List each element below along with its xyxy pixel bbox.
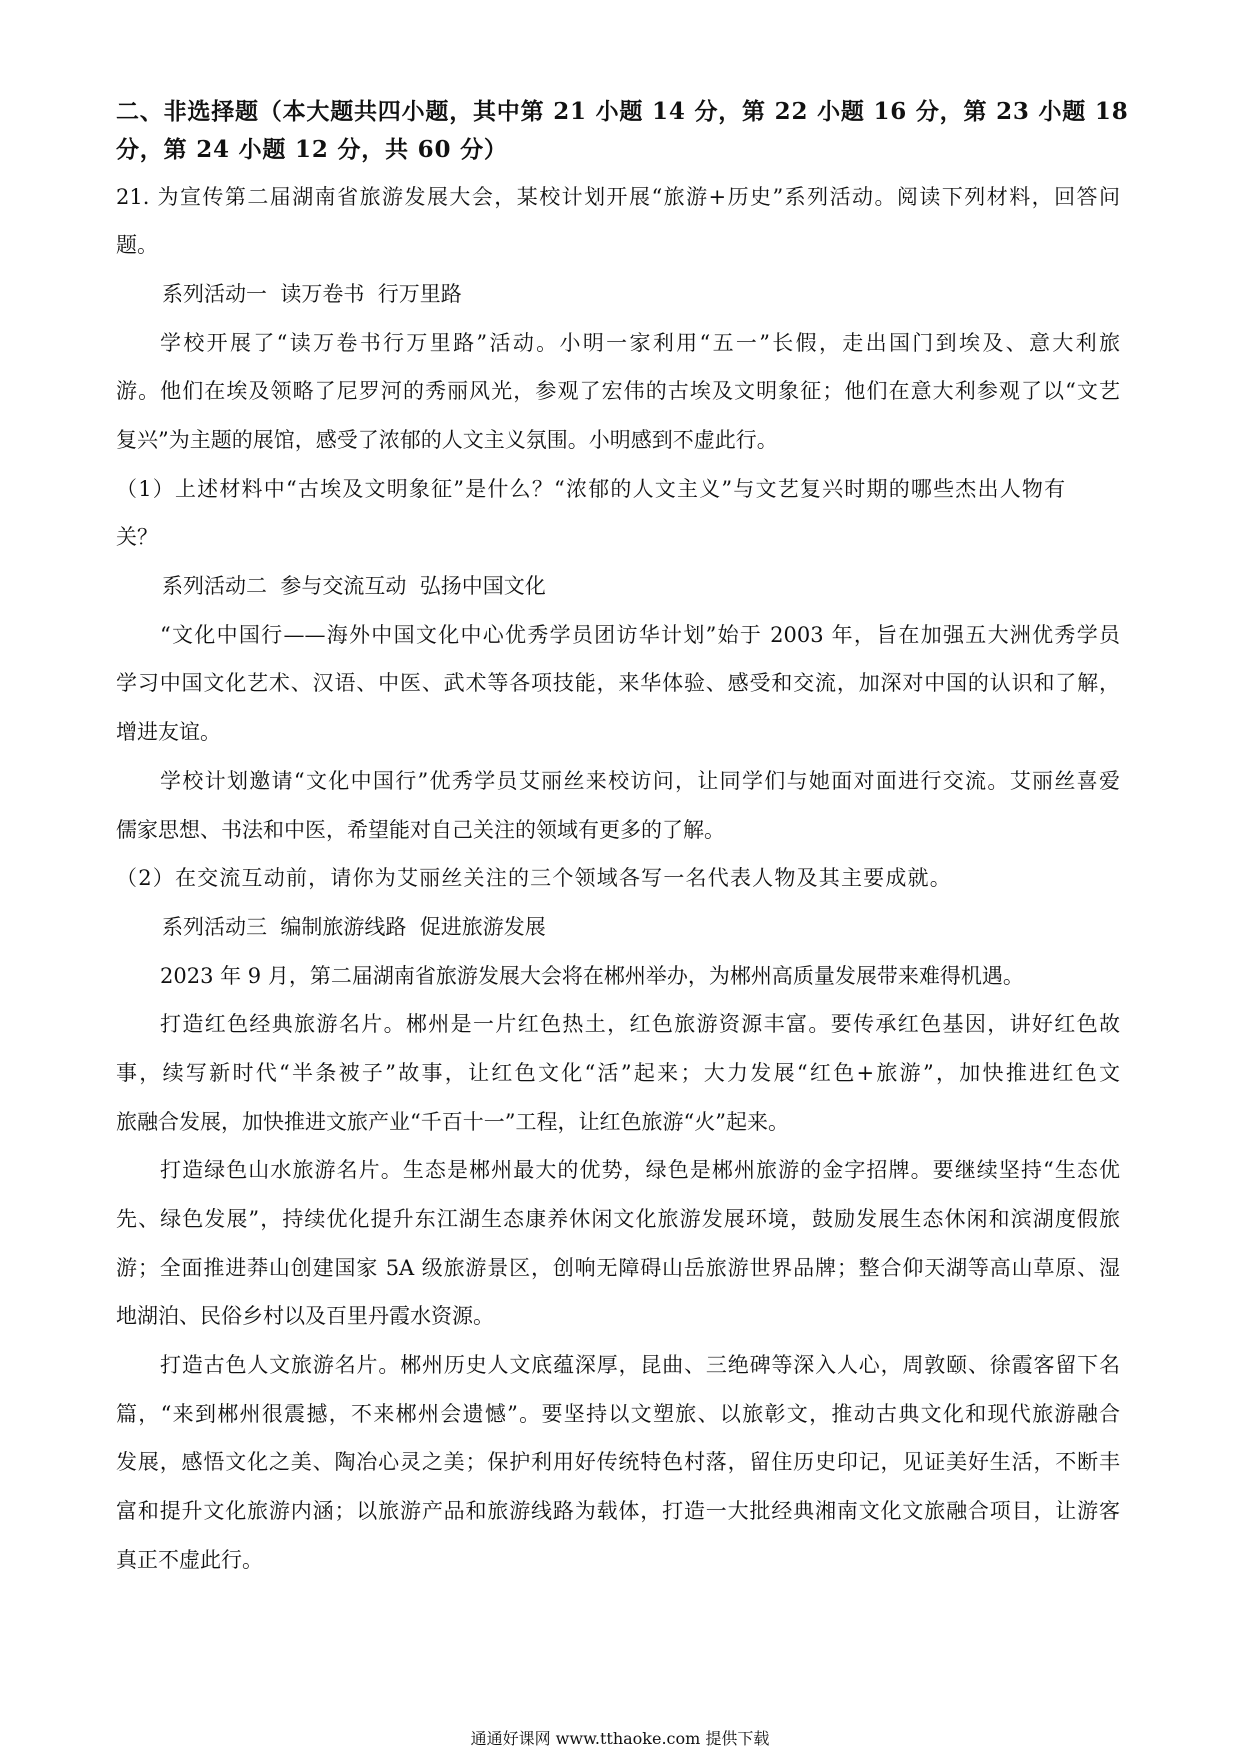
activity-3-title: 系列活动三 编制旅游线路 促进旅游发展	[162, 914, 546, 939]
question-21	[116, 173, 1120, 1585]
material-line: 学校计划邀请“文化中国行”优秀学员艾丽丝来校访问，让同学们与她面对面进行交流。艾丽丝喜爱	[160, 768, 1120, 793]
material-line: 打造红色经典旅游名片。郴州是一片红色热土，红色旅游资源丰富。要传承红色基因，讲好红色故	[160, 1012, 1120, 1037]
material-line: 儒家思想、书法和中医，希望能对自己关注的领域有更多的了解。	[116, 817, 725, 842]
section-heading	[116, 93, 1129, 169]
material-paragraph	[116, 1341, 1120, 1584]
question-stem-line: 题。	[116, 233, 158, 258]
material-paragraph	[116, 319, 1120, 465]
section-heading-line: 分，第 24 小题 12 分，共 60 分）	[116, 136, 508, 163]
material-line: 地湖泊、民俗乡村以及百里丹霞水资源。	[116, 1304, 494, 1329]
material-line: 先、绿色发展”，持续优化提升东江湖生态康养休闲文化旅游发展环境，鼓励发展生态休闲和滨湖度假旅	[116, 1207, 1120, 1232]
material-line: 真正不虚此行。	[116, 1547, 263, 1572]
material-line: 复兴”为主题的展馆，感受了浓郁的人文主义氛围。小明感到不虚此行。	[116, 428, 778, 453]
material-paragraph	[116, 1000, 1120, 1146]
material-line: 篇，“来到郴州很震撼，不来郴州会遗憾”。要坚持以文塑旅、以旅彰文，推动古典文化和现代旅游融合	[116, 1401, 1120, 1426]
material-line: 游；全面推进莽山创建国家 5A 级旅游景区，创响无障碍山岳旅游世界品牌；整合仰天湖等高山草原、湿	[116, 1255, 1120, 1280]
question-stem-line: 21. 为宣传第二届湖南省旅游发展大会，某校计划开展“旅游+历史”系列活动。阅读下列材料，回答问	[116, 184, 1120, 209]
section-heading-line: 二、非选择题（本大题共四小题，其中第 21 小题 14 分，第 22 小题 16 分，第 23 小题 18	[116, 98, 1129, 125]
material-line: 发展，感悟文化之美、陶冶心灵之美；保护利用好传统特色村落，留住历史印记，见证美好生活，不断丰	[116, 1450, 1120, 1475]
sub-question-line: 关？	[116, 525, 158, 550]
material-line: 打造古色人文旅游名片。郴州历史人文底蕴深厚，昆曲、三绝碑等深入人心，周敦颐、徐霞客留下名	[160, 1353, 1120, 1378]
footer-source: 通通好课网 www.tthaoke.com 提供下载	[470, 1729, 770, 1748]
question-21-stem	[116, 173, 1120, 270]
material-paragraph	[116, 757, 1120, 854]
sub-question-2	[116, 854, 1120, 903]
material-line: 游。他们在埃及领略了尼罗河的秀丽风光，参观了宏伟的古埃及文明象征；他们在意大利参观了以“文艺	[116, 379, 1120, 404]
material-paragraph	[116, 952, 1120, 1001]
sub-question-line: （1）上述材料中“古埃及文明象征”是什么？“浓郁的人文主义”与文艺复兴时期的哪些杰出人物有	[116, 476, 1067, 501]
material-line: 打造绿色山水旅游名片。生态是郴州最大的优势，绿色是郴州旅游的金字招牌。要继续坚持“生态优	[160, 1158, 1120, 1183]
material-line: 增进友谊。	[116, 720, 221, 745]
material-line: 富和提升文化旅游内涵；以旅游产品和旅游线路为载体，打造一大批经典湘南文化文旅融合项目，让游客	[116, 1499, 1120, 1524]
material-paragraph	[116, 611, 1120, 757]
material-paragraph	[116, 1146, 1120, 1341]
material-line: 学习中国文化艺术、汉语、中医、武术等各项技能，来华体验、感受和交流，加深对中国的认识和了解，	[116, 671, 1120, 696]
material-line: 事，续写新时代“半条被子”故事，让红色文化“活”起来；大力发展“红色+旅游”，加快推进红色文	[116, 1060, 1120, 1085]
sub-question-1	[116, 465, 1120, 562]
material-line: 旅融合发展，加快推进文旅产业“千百十一”工程，让红色旅游“火”起来。	[116, 1109, 789, 1134]
material-line: 2023 年 9 月，第二届湖南省旅游发展大会将在郴州举办，为郴州高质量发展带来难得机遇。	[160, 963, 1024, 988]
sub-question-line: （2）在交流互动前，请你为艾丽丝关注的三个领域各写一名代表人物及其主要成就。	[116, 866, 952, 891]
material-line: 学校开展了“读万卷书行万里路”活动。小明一家利用“五一”长假，走出国门到埃及、意大利旅	[160, 330, 1120, 355]
activity-1-title: 系列活动一 读万卷书 行万里路	[162, 281, 462, 306]
material-line: “文化中国行——海外中国文化中心优秀学员团访华计划”始于 2003 年，旨在加强五大洲优秀学员	[160, 622, 1120, 647]
activity-2-title: 系列活动二 参与交流互动 弘扬中国文化	[162, 574, 546, 599]
